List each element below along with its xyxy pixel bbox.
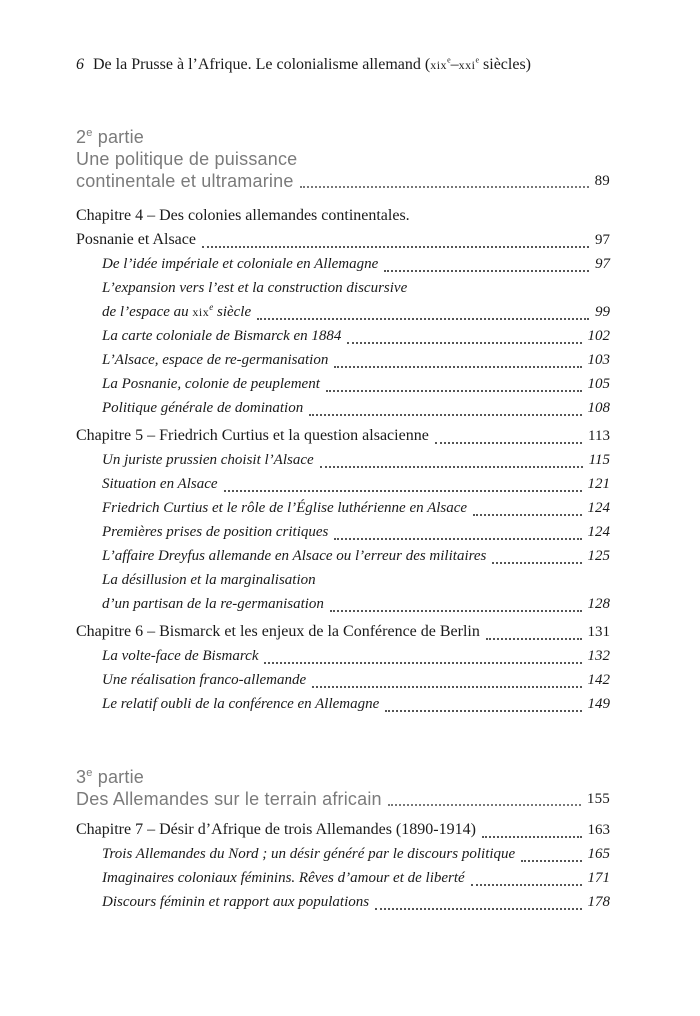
section-row (76, 692, 610, 716)
section-title-line1: La désillusion et la marginalisation (102, 572, 316, 588)
part-2-title-line1: Une politique de puissance (76, 149, 298, 169)
leader-dots (375, 908, 581, 910)
leader-dots (309, 414, 581, 416)
chapter-4-page: 97 (595, 232, 610, 248)
chapter-7 (76, 818, 610, 842)
section-title-century: xix (192, 305, 210, 319)
section-row (76, 252, 610, 276)
section-page: 125 (587, 548, 610, 564)
section-page: 124 (587, 500, 610, 516)
section-title: La Posnanie, colonie de peuplement (102, 376, 320, 392)
leader-dots (264, 662, 581, 664)
section-row (76, 520, 610, 544)
chapter-6 (76, 620, 610, 644)
section-title: La volte-face de Bismarck (102, 648, 259, 664)
part-2-label (76, 126, 610, 148)
part-3-title-row (76, 788, 610, 810)
section-title-line1: L’expansion vers l’est et la construction discursive (102, 280, 408, 296)
leader-dots (471, 884, 582, 886)
chapter-5-title: Chapitre 5 – Friedrich Curtius et la question alsacienne (76, 427, 429, 444)
leader-dots (334, 366, 581, 368)
section-row (76, 866, 610, 890)
section-title: Une réalisation franco-allemande (102, 672, 307, 688)
section-row (76, 276, 610, 324)
section-row (76, 668, 610, 692)
section-title-sup: e (209, 302, 214, 312)
section-page: 115 (588, 452, 610, 468)
chapter-4-title-line2: Posnanie et Alsace (76, 231, 196, 248)
section-page: 97 (595, 256, 610, 272)
section-title: Imaginaires coloniaux féminins. Rêves d’amour et de liberté (102, 870, 465, 886)
section-row (76, 544, 610, 568)
section-row (76, 644, 610, 668)
chapter-7-page: 163 (587, 822, 610, 838)
section-row (76, 890, 610, 914)
section-page: 149 (587, 696, 610, 712)
section-page: 171 (587, 870, 610, 886)
chapter-5 (76, 424, 610, 448)
chapter-6-title: Chapitre 6 – Bismarck et les enjeux de la Conférence de Berlin (76, 623, 480, 640)
section-title: Discours féminin et rapport aux populations (102, 894, 370, 910)
part-3-page: 155 (586, 791, 610, 807)
section-page: 102 (587, 328, 610, 344)
section-row (76, 842, 610, 866)
part-3-sup: e (86, 767, 93, 779)
chapter-4-title-row (76, 228, 610, 252)
section-title: Politique générale de domination (102, 400, 304, 416)
part-2-page: 89 (594, 173, 610, 189)
part-2-word: partie (92, 127, 144, 147)
part-3-heading (76, 766, 610, 810)
part-3-num: 3 (76, 767, 87, 787)
part-2-sup: e (86, 127, 93, 139)
section-page: 142 (587, 672, 610, 688)
part-3-word: partie (92, 767, 144, 787)
section-page: 99 (595, 304, 610, 320)
section-title: Un juriste prussien choisit l’Alsace (102, 452, 314, 468)
section-page: 165 (587, 846, 610, 862)
header-century-2: xxi (458, 58, 476, 72)
leader-dots (326, 390, 582, 392)
header-sup-1: e (447, 55, 451, 65)
header-sup-2: e (475, 55, 480, 65)
section-title: Situation en Alsace (102, 476, 218, 492)
section-page: 128 (587, 596, 610, 612)
section-title: De l’idée impériale et coloniale en Allemagne (102, 256, 379, 272)
leader-dots (330, 610, 582, 612)
part-3-title-line1: Des Allemandes sur le terrain africain (76, 789, 382, 809)
page-number: 6 (76, 56, 84, 73)
section-title-line2 (102, 300, 251, 324)
section-page: 103 (587, 352, 610, 368)
section-page: 105 (587, 376, 610, 392)
section-page: 132 (587, 648, 610, 664)
section-title: Trois Allemandes du Nord ; un désir généré par le discours politique (102, 846, 516, 862)
leader-dots (492, 562, 581, 564)
chapter-4-title-line1: Chapitre 4 – Des colonies allemandes continentales. (76, 207, 410, 224)
header-title-after: siècles) (479, 56, 532, 73)
chapter-5-page: 113 (588, 428, 610, 444)
chapter-6-page: 131 (587, 624, 610, 640)
section-row (76, 472, 610, 496)
section-title: Friedrich Curtius et le rôle de l’Église luthérienne en Alsace (102, 500, 468, 516)
chapter-4 (76, 204, 610, 252)
leader-dots (320, 466, 583, 468)
header-dash: – (450, 56, 459, 73)
header-title-before: De la Prusse à l’Afrique. Le colonialisme allemand ( (93, 56, 431, 73)
leader-dots (486, 638, 582, 640)
section-title-pre: de l’espace au (102, 304, 193, 320)
part-2-num: 2 (76, 127, 87, 147)
section-title: Le relatif oubli de la conférence en Allemagne (102, 696, 380, 712)
section-title-post: siècle (213, 304, 252, 320)
section-page: 178 (587, 894, 610, 910)
section-title: Premières prises de position critiques (102, 524, 329, 540)
section-page: 121 (587, 476, 610, 492)
leader-dots (521, 860, 581, 862)
part-2-heading (76, 126, 610, 192)
leader-dots (257, 318, 589, 320)
section-row (76, 448, 610, 472)
section-row (76, 568, 610, 616)
part-3-block (76, 766, 610, 914)
section-row (76, 496, 610, 520)
section-row (76, 324, 610, 348)
section-title: La carte coloniale de Bismarck en 1884 (102, 328, 342, 344)
leader-dots (347, 342, 581, 344)
leader-dots (300, 186, 589, 188)
section-row (76, 348, 610, 372)
section-page: 108 (587, 400, 610, 416)
leader-dots (224, 490, 582, 492)
part-2-title-line2: continentale et ultramarine (76, 171, 294, 191)
header-century-1: xix (430, 58, 448, 72)
part-2-title-row (76, 170, 610, 192)
part-3-label (76, 766, 610, 788)
section-page: 124 (587, 524, 610, 540)
section-row (76, 372, 610, 396)
section-title-line2: d’un partisan de la re-germanisation (102, 596, 324, 612)
running-header (76, 55, 636, 75)
leader-dots (384, 270, 589, 272)
section-title: L’affaire Dreyfus allemande en Alsace ou l’erreur des militaires (102, 548, 487, 564)
leader-dots (388, 804, 581, 806)
leader-dots (385, 710, 581, 712)
leader-dots (435, 442, 582, 444)
chapter-7-title: Chapitre 7 – Désir d’Afrique de trois Allemandes (1890-1914) (76, 821, 476, 838)
leader-dots (473, 514, 581, 516)
part-2-block (76, 126, 610, 716)
section-row (76, 396, 610, 420)
section-title: L’Alsace, espace de re-germanisation (102, 352, 329, 368)
leader-dots (334, 538, 581, 540)
leader-dots (482, 836, 582, 838)
leader-dots (312, 686, 581, 688)
leader-dots (202, 246, 589, 248)
